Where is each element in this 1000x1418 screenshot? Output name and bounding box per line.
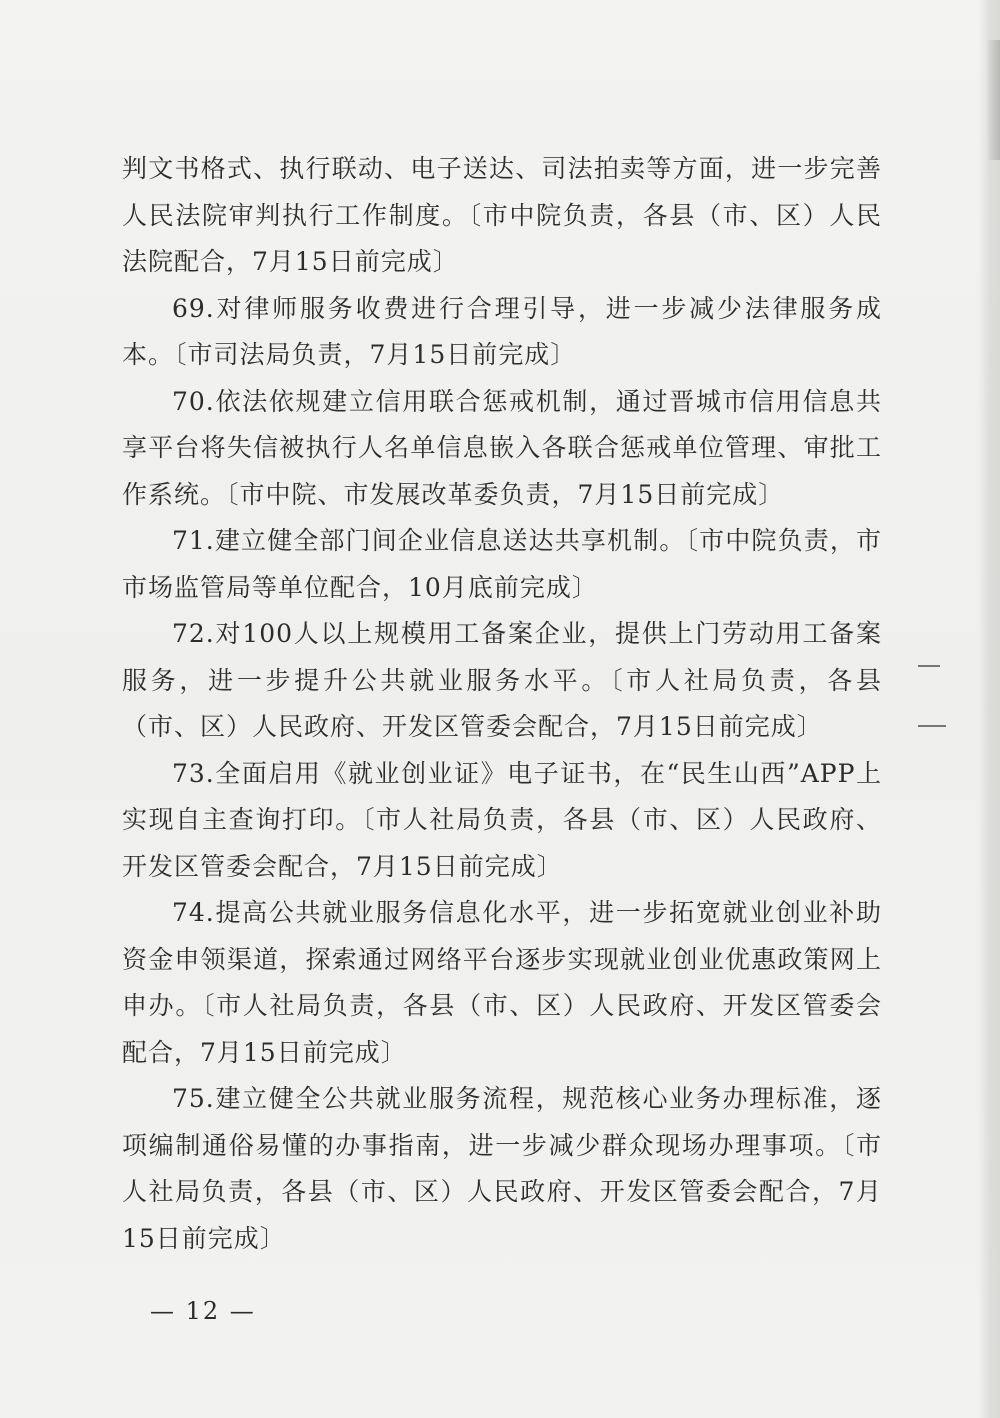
paragraph-69: 69.对律师服务收费进行合理引导，进一步减少法律服务成本。〔市司法局负责，7月15日前完成〕 bbox=[122, 293, 882, 369]
scan-mark bbox=[918, 665, 940, 667]
scan-edge-tear bbox=[986, 40, 1000, 160]
document-body bbox=[122, 146, 882, 1262]
paragraph-74: 74.提高公共就业服务信息化水平，进一步拓宽就业创业补助资金申领渠道，探索通过网络平台逐步实现就业创业优惠政策网上申办。〔市人社局负责，各县（市、区）人民政府、开发区管委会配合，7月15日前完成〕 bbox=[122, 898, 882, 1067]
scan-mark bbox=[918, 725, 946, 727]
paragraph-73: 73.全面启用《就业创业证》电子证书，在“民生山西”APP上实现自主查询打印。〔市人社局负责，各县（市、区）人民政府、开发区管委会配合，7月15日前完成〕 bbox=[122, 758, 882, 881]
paragraph-68-continuation: 判文书格式、执行联动、电子送达、司法拍卖等方面，进一步完善人民法院审判执行工作制度。〔市中院负责，各县（市、区）人民法院配合，7月15日前完成〕 bbox=[122, 154, 882, 276]
paragraph-72: 72.对100人以上规模用工备案企业，提供上门劳动用工备案服务，进一步提升公共就业服务水平。〔市人社局负责，各县（市、区）人民政府、开发区管委会配合，7月15日前完成〕 bbox=[122, 619, 882, 741]
scan-edge-shadow bbox=[978, 0, 1000, 1418]
paragraph-70: 70.依法依规建立信用联合惩戒机制，通过晋城市信用信息共享平台将失信被执行人名单信息嵌入各联合惩戒单位管理、审批工作系统。〔市中院、市发展改革委负责，7月15日前完成〕 bbox=[122, 386, 882, 509]
page-number: — 12 — bbox=[150, 1297, 256, 1325]
paragraph-75: 75.建立健全公共就业服务流程，规范核心业务办理标准，逐项编制通俗易懂的办事指南，进一步减少群众现场办理事项。〔市人社局负责，各县（市、区）人民政府、开发区管委会配合，7月15日前完成〕 bbox=[122, 1084, 882, 1253]
paragraph-71: 71.建立健全部门间企业信息送达共享机制。〔市中院负责，市市场监管局等单位配合，10月底前完成〕 bbox=[122, 526, 882, 602]
